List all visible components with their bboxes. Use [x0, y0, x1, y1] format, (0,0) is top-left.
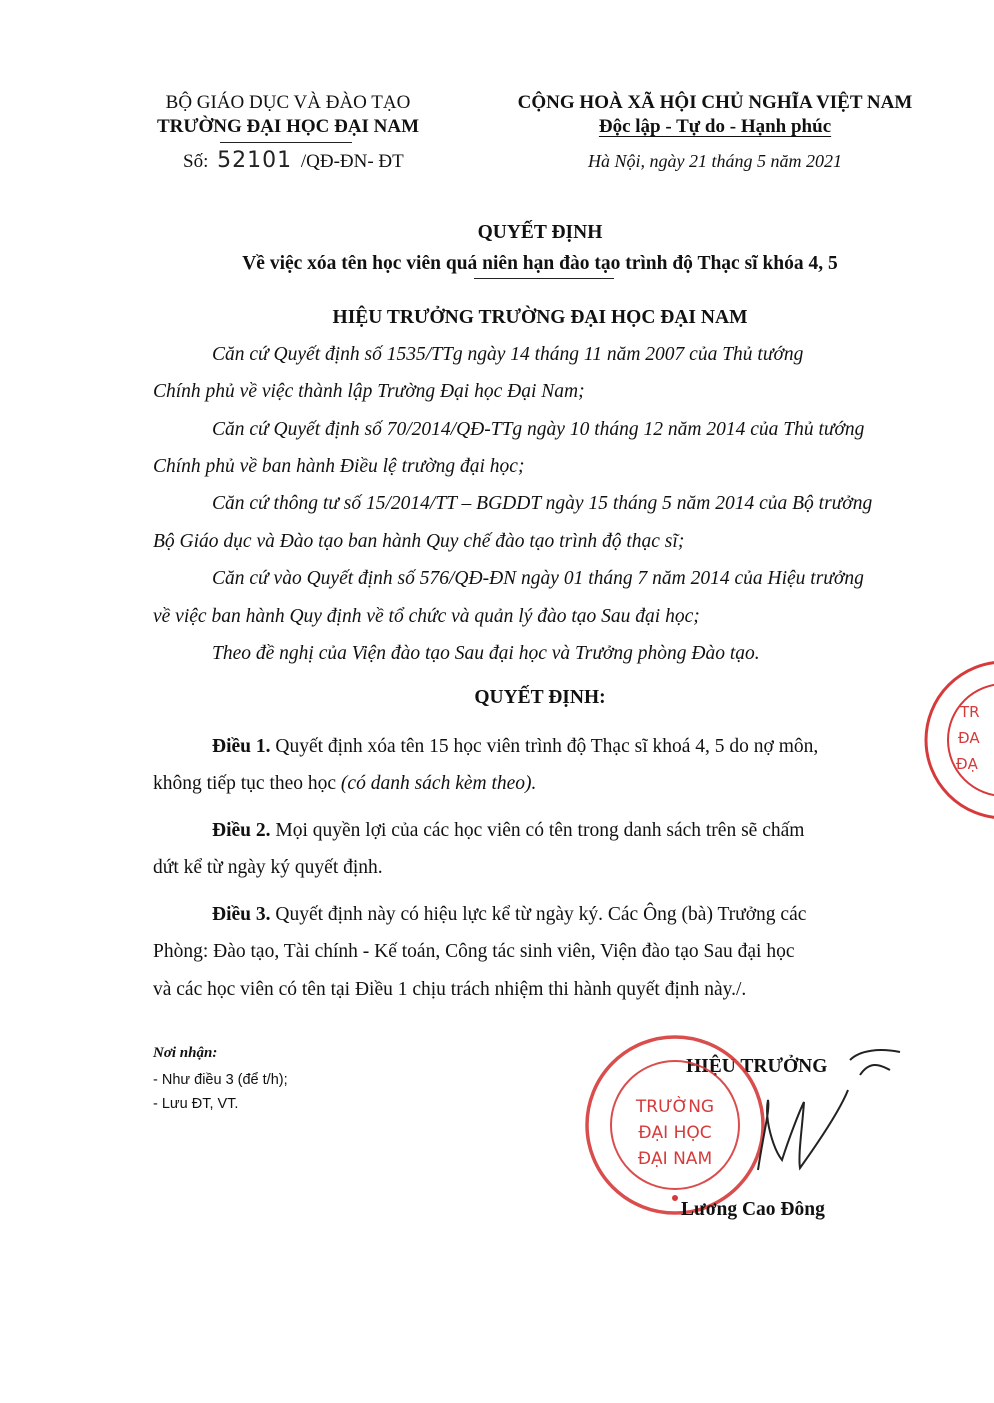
article-2-cont: dứt kể từ ngày ký quyết định.	[153, 857, 383, 878]
basis-line: Bộ Giáo dục và Đào tạo ban hành Quy chế đào tạo trình độ thạc sĩ;	[153, 531, 685, 552]
basis-line: Căn cứ vào Quyết định số 576/QĐ-ĐN ngày 01 tháng 7 năm 2014 của Hiệu trưởng	[212, 568, 864, 589]
article-2-label: Điều 2.	[212, 820, 271, 841]
authority: HIỆU TRƯỞNG TRƯỜNG ĐẠI HỌC ĐẠI NAM	[332, 307, 748, 328]
basis-line: Căn cứ Quyết định số 1535/TTg ngày 14 tháng 11 năm 2007 của Thủ tướng	[212, 344, 804, 365]
basis-line: về việc ban hành Quy định về tổ chức và quản lý đào tạo Sau đại học;	[153, 606, 700, 627]
document-title: QUYẾT ĐỊNH	[477, 222, 603, 243]
recipient-item: - Như điều 3 (để t/h);	[153, 1072, 288, 1088]
handwritten-signature	[730, 1040, 920, 1190]
article-2	[212, 818, 804, 844]
motto	[500, 114, 930, 140]
article-3	[212, 902, 806, 928]
svg-text:ĐẠ: ĐẠ	[956, 755, 978, 773]
number-handwritten: 52101	[217, 148, 293, 173]
basis-line: Theo đề nghị của Viện đào tạo Sau đại học và Trưởng phòng Đào tạo.	[212, 643, 760, 664]
ministry-name: BỘ GIÁO DỤC VÀ ĐÀO TẠO	[165, 92, 411, 113]
basis-line: Căn cứ Quyết định số 70/2014/QĐ-TTg ngày 10 tháng 12 năm 2014 của Thủ tướng	[212, 419, 865, 440]
article-1-text2: không tiếp tục theo học	[153, 773, 337, 794]
document-subject: Về việc xóa tên học viên quá niên hạn đào tạo trình độ Thạc sĩ khóa 4, 5	[242, 253, 838, 274]
signature-title: HIỆU TRƯỞNG	[686, 1056, 828, 1077]
article-1-text: Quyết định xóa tên 15 học viên trình độ Thạc sĩ khoá 4, 5 do nợ môn,	[275, 736, 819, 757]
stamp-line: TRƯỜNG	[635, 1097, 715, 1117]
number-prefix: Số:	[183, 151, 209, 172]
stamp-line: ĐẠI HỌC	[638, 1123, 712, 1143]
article-3-label: Điều 3.	[212, 904, 271, 925]
margin-stamp	[924, 655, 994, 825]
basis-line: Chính phủ về ban hành Điều lệ trường đại học;	[153, 456, 525, 477]
recipient-item: - Lưu ĐT, VT.	[153, 1096, 239, 1112]
article-1-attachment: (có danh sách kèm theo).	[340, 773, 537, 794]
number-suffix: /QĐ-ĐN- ĐT	[300, 151, 404, 172]
document-number	[183, 148, 404, 175]
article-1	[212, 734, 818, 760]
recipients-label: Nơi nhận:	[153, 1045, 218, 1061]
stamp-line: ĐẠI NAM	[637, 1149, 713, 1169]
svg-text:ĐA: ĐA	[958, 729, 980, 747]
university-underline	[220, 142, 352, 143]
motto-text: Độc lập - Tự do - Hạnh phúc	[598, 116, 832, 137]
article-1-cont	[153, 771, 536, 797]
article-3-text: Quyết định này có hiệu lực kể từ ngày ký. Các Ông (bà) Trưởng các	[275, 904, 807, 925]
subject-underline	[474, 278, 614, 279]
article-2-text: Mọi quyền lợi của các học viên có tên trong danh sách trên sẽ chấm	[275, 820, 805, 841]
basis-line: Căn cứ thông tư số 15/2014/TT – BGDDT ngày 15 tháng 5 năm 2014 của Bộ trưởng	[212, 493, 873, 514]
article-3-cont: Phòng: Đào tạo, Tài chính - Kế toán, Công tác sinh viên, Viện đào tạo Sau đại học	[153, 941, 795, 962]
svg-text:TR: TR	[960, 703, 980, 721]
article-3-cont: và các học viên có tên tại Điều 1 chịu trách nhiệm thi hành quyết định này./.	[153, 979, 747, 1000]
decision-heading: QUYẾT ĐỊNH:	[474, 687, 606, 708]
basis-line: Chính phủ về việc thành lập Trường Đại học Đại Nam;	[153, 381, 585, 402]
country-name: CỘNG HOÀ XÃ HỘI CHỦ NGHĨA VIỆT NAM	[517, 92, 913, 113]
university-name: TRƯỜNG ĐẠI HỌC ĐẠI NAM	[156, 116, 420, 137]
signatory-name: Lương Cao Đông	[681, 1199, 825, 1220]
issue-date: Hà Nội, ngày 21 tháng 5 năm 2021	[588, 151, 842, 171]
article-1-label: Điều 1.	[212, 736, 271, 757]
